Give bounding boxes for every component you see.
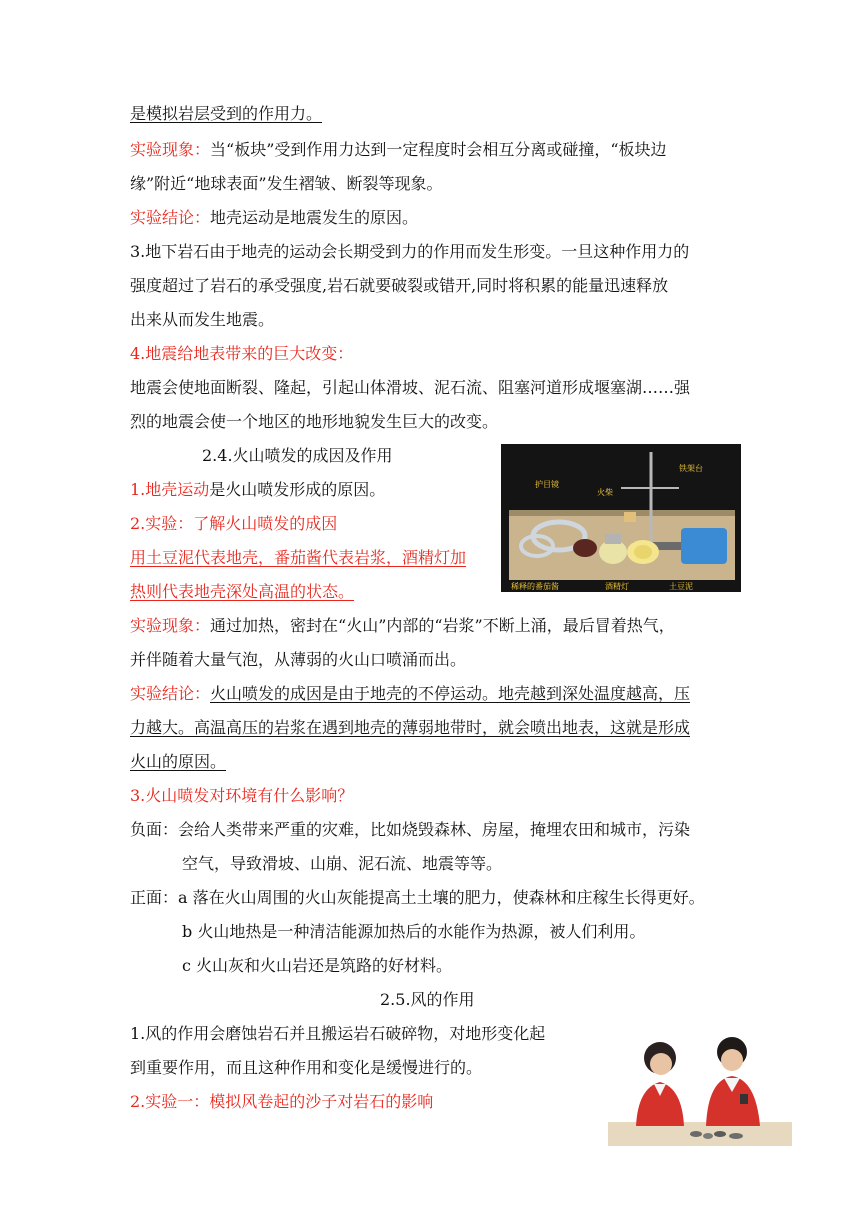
text-line: b 火山地热是一种清洁能源加热后的水能作为热源，被人们利用。 — [182, 922, 646, 941]
text-span: 是模拟岩层受到的作用力。 — [130, 104, 323, 123]
label-diluted-ketchup: 稀释的番茄酱 — [511, 582, 559, 591]
section-heading: 2.实验：了解火山喷发的成因 — [130, 514, 338, 533]
experiment-photo — [501, 444, 741, 592]
text-span: 地壳运动是地震发生的原因。 — [210, 208, 419, 227]
text-line: c 火山灰和火山岩还是筑路的好材料。 — [182, 956, 453, 975]
label-experiment-conclusion: 实验结论： — [130, 208, 211, 227]
label-alcohol-lamp: 酒精灯 — [605, 582, 629, 591]
label-experiment-phenomenon: 实验现象： — [130, 616, 211, 635]
text-line: 并伴随着大量气泡，从薄弱的火山口喷涌而出。 — [130, 650, 467, 669]
text-line: 地震会使地面断裂、隆起，引起山体滑坡、泥石流、阻塞河道形成堰塞湖……强 — [130, 378, 691, 397]
text-span: 1.地壳运动 — [130, 480, 210, 499]
text-span: 当“板块”受到作用力达到一定程度时会相互分离或碰撞，“板块边 — [210, 140, 667, 159]
experiment-illustration — [501, 444, 741, 592]
text-line: 负面：会给人类带来严重的灾难，比如烧毁森林、房屋，掩埋农田和城市，污染 — [130, 820, 691, 839]
text-line — [130, 683, 690, 705]
label-mashed-potato: 土豆泥 — [669, 582, 693, 591]
text-line: 用土豆泥代表地壳，番茄酱代表岩浆，酒精灯加 — [130, 548, 467, 567]
text-line — [130, 615, 675, 637]
label-experiment-conclusion: 实验结论： — [130, 684, 211, 703]
section-heading: 2.实验一：模拟风卷起的沙子对岩石的影响 — [130, 1092, 434, 1111]
text-line: 力越大。高温高压的岩浆在遇到地壳的薄弱地带时，就会喷出地表，这就是形成 — [130, 718, 691, 737]
text-line: 热则代表地壳深处高温的状态。 — [130, 582, 355, 601]
text-line: 烈的地震会使一个地区的地形地貌发生巨大的改变。 — [130, 412, 499, 431]
text-line: 3.地下岩石由于地壳的运动会长期受到力的作用而发生形变。一旦这种作用力的 — [130, 242, 690, 261]
label-goggles: 护目镜 — [535, 480, 559, 489]
text-line: 1.风的作用会磨蚀岩石并且搬运岩石破碎物，对地形变化起 — [130, 1024, 546, 1043]
text-line — [130, 207, 418, 229]
label-matches: 火柴 — [597, 488, 613, 497]
label-iron-stand: 铁架台 — [679, 464, 703, 473]
text-line: 空气，导致滑坡、山崩、泥石流、地震等等。 — [182, 854, 503, 873]
text-line: 到重要作用，而且这种作用和变化是缓慢进行的。 — [130, 1058, 483, 1077]
text-line: 缘”附近“地球表面”发生褶皱、断裂等现象。 — [130, 174, 443, 193]
text-line — [130, 139, 667, 161]
students-illustration — [608, 1030, 792, 1146]
text-line: 出来从而发生地震。 — [130, 310, 275, 329]
students-photo — [608, 1030, 792, 1146]
text-line: 正面：a 落在火山周围的火山灰能提高土土壤的肥力，使森林和庄稼生长得更好。 — [130, 888, 705, 907]
label-experiment-phenomenon: 实验现象： — [130, 140, 211, 159]
text-span: 火山喷发的成因是由于地壳的不停运动。地壳越到深处温度越高，压 — [210, 684, 691, 703]
text-line: 强度超过了岩石的承受强度,岩石就要破裂或错开,同时将积累的能量迅速释放 — [130, 276, 669, 295]
text-line — [130, 479, 385, 501]
text-span: 通过加热，密封在“火山”内部的“岩浆”不断上涌，最后冒着热气， — [210, 616, 675, 635]
section-title: 2.5.风的作用 — [380, 990, 475, 1009]
text-span: 是火山喷发形成的原因。 — [209, 480, 386, 499]
section-heading: 4.地震给地表带来的巨大改变： — [130, 344, 354, 363]
section-heading: 3.火山喷发对环境有什么影响？ — [130, 786, 354, 805]
text-line: 火山的原因。 — [130, 752, 227, 771]
text-line — [130, 103, 322, 125]
section-title: 2.4.火山喷发的成因及作用 — [202, 446, 393, 465]
